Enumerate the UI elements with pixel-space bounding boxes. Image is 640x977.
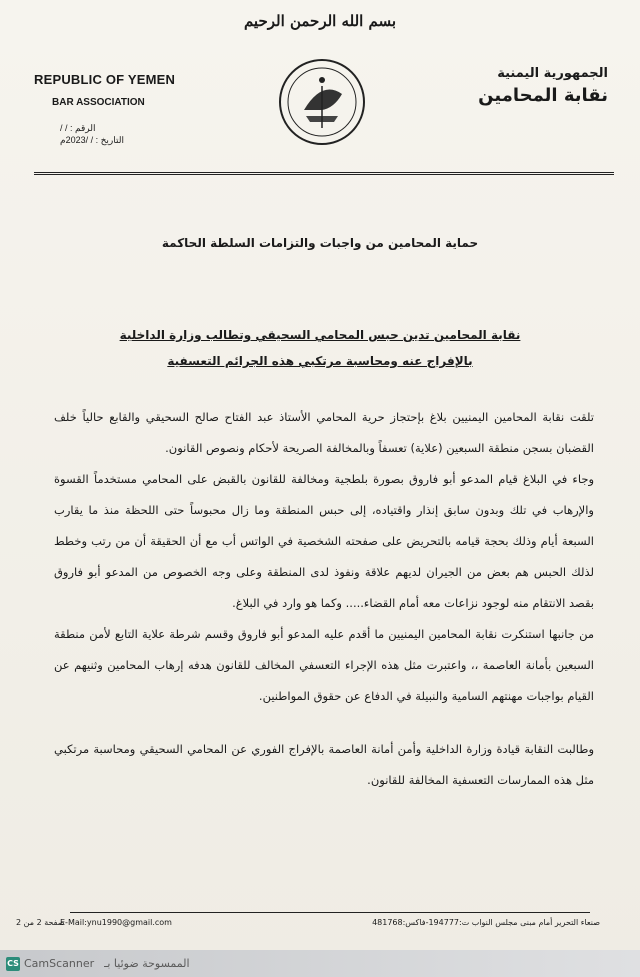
header-divider (34, 172, 614, 175)
letter-body (54, 402, 594, 796)
scanner-arabic-text: الممسوحة ضوئيا بـ (104, 957, 190, 970)
page-number: صفحة 2 من 2 (16, 918, 65, 927)
body-paragraph: من جانبها استنكرت نقابة المحامين اليمنيين ما أقدم عليه المدعو أبو فاروق وقسم شرطة علاية التابع لأمن منطقة السبعين بأمانة العاصمة ،، واعتبرت مثل هذه الإجراء التعسفي المخالف للقانون هدفه إرهاب المحامين وثنيهم عن القيام بواجبات مهنتهم السامية والنبيلة في الدفاع عن حقوق المواطنين. (54, 627, 594, 703)
scanner-brand (6, 957, 94, 971)
footer-divider (70, 912, 590, 913)
bar-association-seal-icon (276, 50, 368, 150)
body-paragraph: وجاء في البلاغ قيام المدعو أبو فاروق بصورة بلطجية ومخالفة للقانون بالقبض على المحامي مستخدماً القسوة والإرهاب في تلك وبدون سابق إنذار واقتياده، إلى حبس المنطقة وما زال محبوساً حتى اللحظة منذ ما يقارب السبعة أيام وذلك بحجة قيامه بالتحريض على صفحته الشخصية في الواتس أب مع أن الحقيقة أن من رتب وخطط لذلك الحبس هم بعض من الجيران لديهم علاقة ونفوذ لدى المنطقة وعلى وجه الخصوص من المدعو أبو فاروق بقصد الانتقام منه لوجود نزاعات معه أمام القضاء..... وكما هو وارد في البلاغ. (54, 472, 594, 610)
scanner-watermark-bar (0, 950, 640, 977)
arabic-org-title: نقابة المحامين (478, 85, 608, 106)
camscanner-logo-icon: CS (6, 957, 20, 971)
scanner-app-name: CamScanner (24, 957, 95, 970)
date-label: التاريخ : / /2023م (60, 135, 124, 145)
reference-number-label: الرقم : / / (60, 123, 96, 133)
body-paragraph: وطالبت النقابة قيادة وزارة الداخلية وأمن أمانة العاصمة بالإفراج الفوري عن المحامي السحيقي ومحاسبة مرتكبي مثل هذه الممارسات التعسفية المخالفة للقانون. (54, 742, 594, 787)
english-country-title: REPUBLIC OF YEMEN (34, 72, 176, 87)
footer (60, 918, 600, 927)
basmala-heading: بسم الله الرحمن الرحيم (243, 12, 397, 30)
document-heading: حماية المحامين من واجبات والتزامات السلطة الحاكمة (161, 236, 479, 250)
english-letterhead (34, 72, 214, 146)
footer-email: E-Mail:ynu1990@gmail.com (60, 918, 172, 927)
english-org-title: BAR ASSOCIATION (52, 97, 145, 108)
arabic-country-title: الجمهورية اليمنية (497, 66, 608, 81)
reference-fields (34, 122, 214, 146)
document-subheading: نقابة المحامين تدين حبس المحامي السحيقي وتطالب وزارة الداخلية بالإفراج عنه ومحاسبة مرتكبي هذه الجرائم التعسفية (119, 328, 521, 368)
arabic-letterhead (428, 66, 608, 106)
footer-address: صنعاء التحرير أمام مبنى مجلس النواب ت:194777-فاكس:481768 (372, 918, 600, 927)
body-paragraph: تلقت نقابة المحامين اليمنيين بلاغ بإحتجاز حرية المحامي الأستاذ عبد الفتاح صالح السحيقي والقابع حالياً خلف القضبان بسجن منطقة السبعين (علاية) تعسفاً وبالمخالفة الصريحة لأحكام ونصوص القانون. (54, 410, 594, 455)
